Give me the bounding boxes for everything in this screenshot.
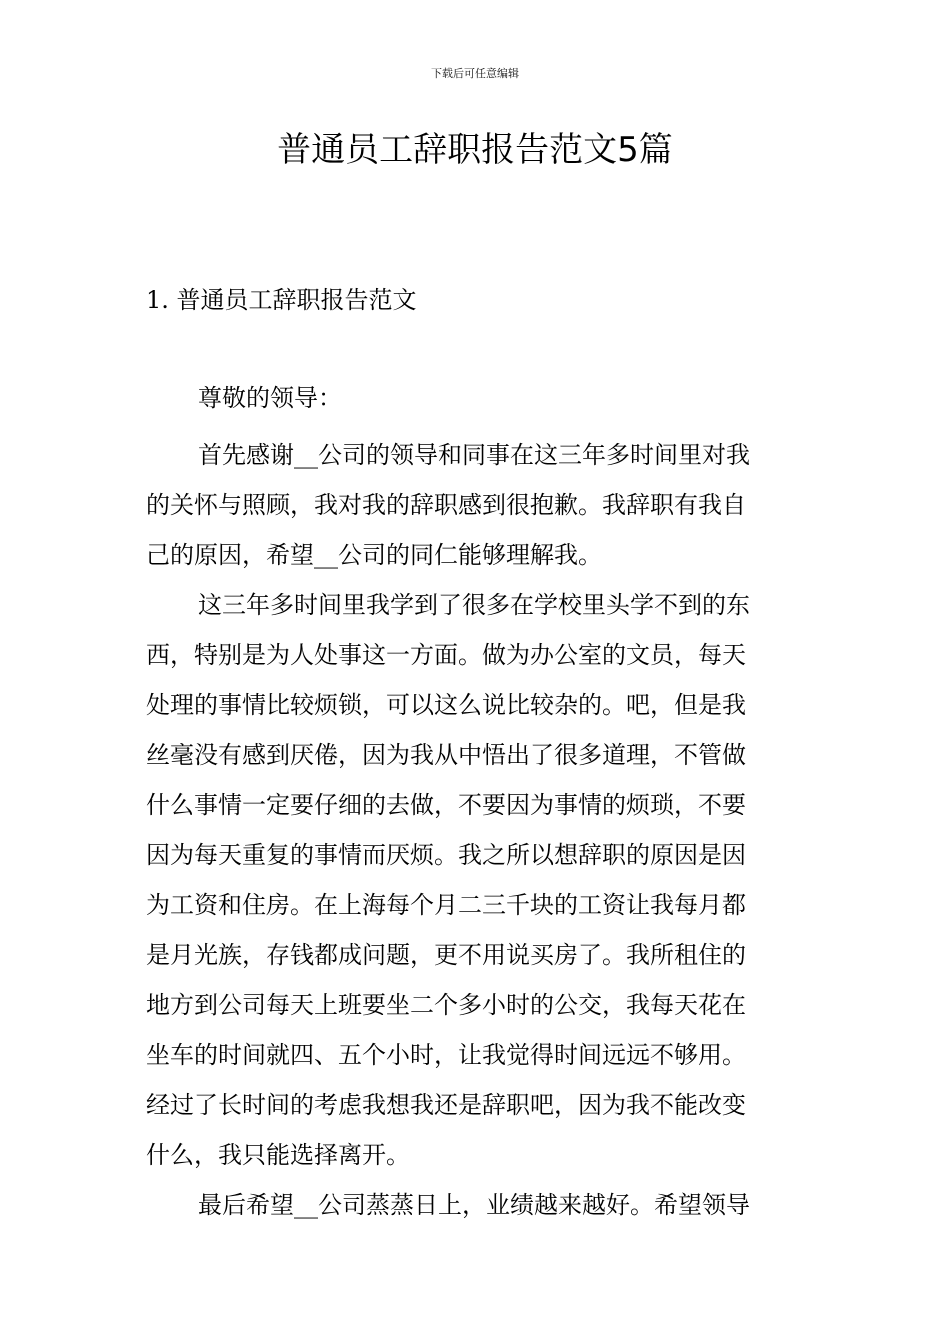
paragraph-line: 处理的事情比较烦锁，可以这么说比较杂的。吧，但是我 bbox=[146, 691, 746, 719]
paragraph-line: 的关怀与照顾，我对我的辞职感到很抱歉。我辞职有我自 bbox=[146, 491, 746, 519]
paragraph-reasons bbox=[146, 580, 808, 1180]
paragraph-line: 是月光族，存钱都成问题，更不用说买房了。我所租住的 bbox=[146, 941, 746, 969]
paragraph-line: 己的原因，希望__公司的同仁能够理解我。 bbox=[146, 541, 602, 569]
salutation: 尊敬的领导： bbox=[198, 384, 342, 412]
paragraph-line: 最后希望__公司蒸蒸日上，业绩越来越好。希望领导 bbox=[198, 1191, 750, 1219]
letter-body bbox=[146, 430, 808, 1230]
paragraph-line: 西，特别是为人处事这一方面。做为办公室的文员，每天 bbox=[146, 641, 746, 669]
paragraph-line: 什么，我只能选择离开。 bbox=[146, 1141, 410, 1169]
paragraph-line: 因为每天重复的事情而厌烦。我之所以想辞职的原因是因 bbox=[146, 841, 746, 869]
paragraph-line: 坐车的时间就四、五个小时，让我觉得时间远远不够用。 bbox=[146, 1041, 746, 1069]
paragraph-line: 丝毫没有感到厌倦，因为我从中悟出了很多道理，不管做 bbox=[146, 741, 746, 769]
section-heading: 1. 普通员工辞职报告范文 bbox=[146, 286, 417, 314]
document-title: 普通员工辞职报告范文5篇 bbox=[277, 130, 673, 170]
paragraph-line: 什么事情一定要仔细的去做，不要因为事情的烦琐，不要 bbox=[146, 791, 746, 819]
paragraph-thanks bbox=[146, 430, 808, 580]
paragraph-line: 首先感谢__公司的领导和同事在这三年多时间里对我 bbox=[198, 441, 750, 469]
paragraph-line: 地方到公司每天上班要坐二个多小时的公交，我每天花在 bbox=[146, 991, 746, 1019]
header-note: 下载后可任意编辑 bbox=[431, 67, 519, 80]
paragraph-line: 这三年多时间里我学到了很多在学校里头学不到的东 bbox=[198, 591, 750, 619]
paragraph-line: 为工资和住房。在上海每个月二三千块的工资让我每月都 bbox=[146, 891, 746, 919]
paragraph-line: 经过了长时间的考虑我想我还是辞职吧，因为我不能改变 bbox=[146, 1091, 746, 1119]
paragraph-closing bbox=[146, 1180, 808, 1230]
